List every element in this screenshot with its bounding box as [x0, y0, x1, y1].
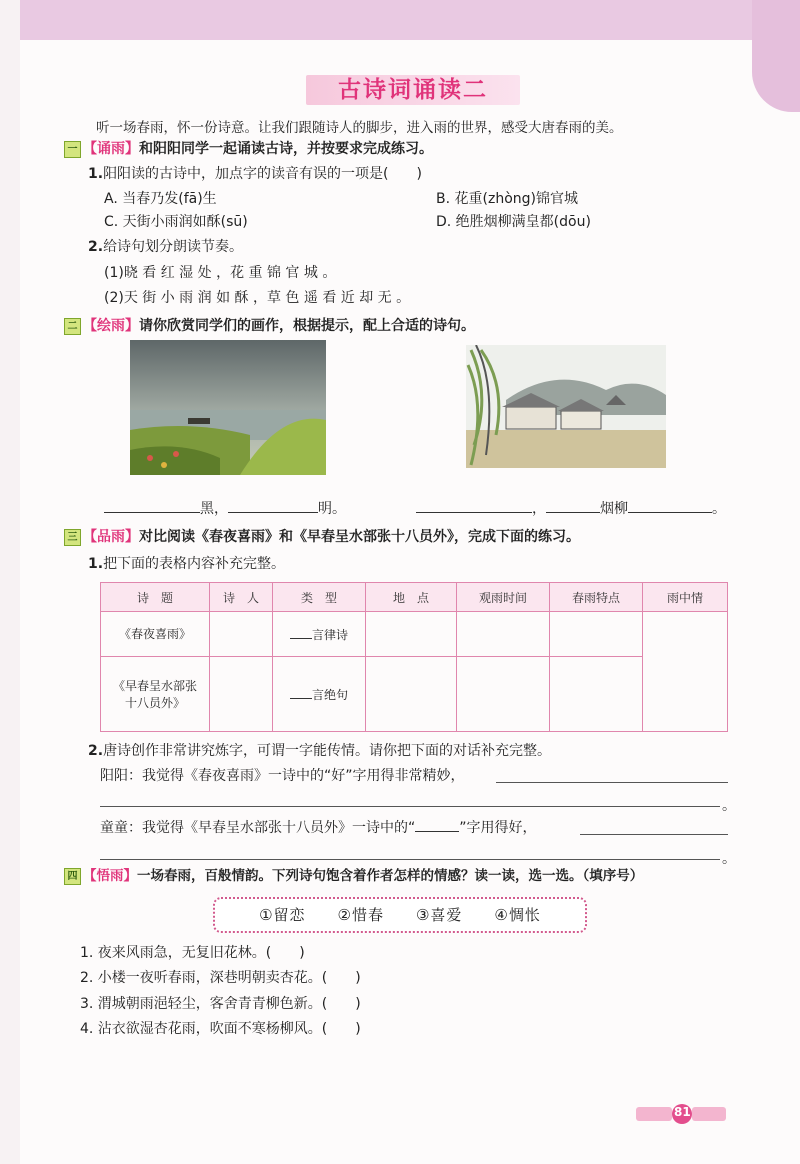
section1-heading — [64, 138, 433, 158]
page-number-badge — [636, 1104, 726, 1124]
s1-q1 — [88, 163, 422, 183]
s1-q1-option-a: A. 当春乃发(fā)生 — [104, 191, 217, 207]
table-title-line: 《早春呈水部张 — [112, 678, 197, 693]
s4-item: 2. 小楼一夜听春雨，深巷明朝卖杏花。( ) — [80, 970, 361, 986]
table-cell-type — [273, 612, 366, 657]
table-cell-input[interactable] — [550, 612, 643, 657]
section3-heading — [64, 526, 580, 546]
s2-right-a: ， — [532, 501, 546, 517]
s1-q2-line1: (1)晓 看 红 湿 处 ，花 重 锦 官 城 。 — [104, 265, 337, 281]
s1-q1-option-c: C. 天街小雨润如酥(sū) — [104, 214, 248, 230]
fill-blank[interactable] — [104, 498, 200, 513]
section1-text: 和阳阳同学一起诵读古诗，并按要求完成练习。 — [139, 141, 433, 157]
section4-heading — [64, 864, 643, 885]
options-box: ①留恋 ②惜春 ③喜爱 ④惆怅 — [213, 897, 587, 933]
top-band — [20, 0, 800, 40]
s1-q1-text: 阳阳读的古诗中，加点字的读音有误的一项是( ) — [103, 166, 422, 182]
s2-left-b: 明。 — [318, 501, 346, 517]
s3-q1-text: 把下面的表格内容补充完整。 — [103, 556, 286, 572]
fill-blank[interactable] — [416, 498, 532, 513]
s4-item: 3. 渭城朝雨浥轻尘，客舍青青柳色新。( ) — [80, 996, 361, 1012]
fill-blank[interactable] — [546, 498, 600, 513]
table-header: 观雨时间 — [457, 583, 550, 612]
s3-q2-yang: 阳阳：我觉得《春夜喜雨》一诗中的“好”字用得非常精妙， — [100, 768, 465, 784]
table-cell-input[interactable] — [457, 656, 550, 731]
s1-q1-option-b: B. 花重(zhòng)锦官城 — [436, 191, 578, 207]
s2-left-a: 黑， — [200, 501, 228, 517]
corner-decoration — [752, 0, 800, 112]
fill-blank[interactable] — [290, 624, 312, 639]
table-cell-input[interactable] — [457, 612, 550, 657]
painting-village-willow — [466, 345, 666, 468]
table-cell-title: 《春夜喜雨》 — [101, 612, 210, 657]
table-row — [101, 656, 728, 731]
page-number: 81 — [674, 1105, 691, 1119]
s3-q2-num: 2. — [88, 743, 104, 759]
table-cell-input[interactable] — [643, 612, 728, 732]
table-cell-type — [273, 656, 366, 731]
section2-tag: 【绘雨】 — [83, 318, 139, 334]
answer-line[interactable] — [580, 834, 728, 835]
answer-line[interactable] — [496, 782, 728, 783]
table-type-text: 言律诗 — [311, 628, 348, 643]
table-cell-input[interactable] — [366, 656, 457, 731]
comparison-table — [100, 582, 728, 732]
s3-q2-tong — [100, 817, 537, 837]
table-title-line: 十八员外》 — [124, 695, 185, 710]
s3-q2-tong-a: 童童：我觉得《早春呈水部张十八员外》一诗中的“ — [100, 820, 416, 836]
section1-tag: 【诵雨】 — [83, 141, 139, 157]
fill-blank[interactable] — [228, 498, 318, 513]
section4-number: 四 — [64, 868, 81, 885]
s1-q2-text: 给诗句划分朗读节奏。 — [103, 239, 244, 255]
table-header: 诗 题 — [101, 583, 210, 612]
table-header: 地 点 — [366, 583, 457, 612]
fill-blank[interactable] — [415, 817, 459, 832]
s3-q2-text: 唐诗创作非常讲究炼字，可谓一字能传情。请你把下面的对话补充完整。 — [103, 743, 552, 759]
s4-item: 1. 夜来风雨急，无复旧花林。( ) — [80, 945, 305, 961]
s3-q1 — [88, 553, 285, 573]
s3-q1-num: 1. — [88, 556, 104, 572]
table-header: 春雨特点 — [550, 583, 643, 612]
section2-text: 请你欣赏同学们的画作，根据提示，配上合适的诗句。 — [139, 318, 475, 334]
section2-number: 二 — [64, 318, 81, 335]
fill-blank[interactable] — [290, 684, 312, 699]
s1-q1-num: 1. — [88, 166, 104, 182]
table-cell-input[interactable] — [210, 612, 273, 657]
s1-q2 — [88, 236, 243, 256]
section2-heading — [64, 315, 475, 335]
table-header: 类 型 — [273, 583, 366, 612]
table-header-row — [101, 583, 728, 612]
table-row — [101, 612, 728, 657]
answer-line[interactable] — [100, 806, 720, 807]
section3-tag: 【品雨】 — [83, 529, 139, 545]
table-header: 诗 人 — [210, 583, 273, 612]
s3-q2-end-1: 。 — [722, 798, 736, 814]
table-type-text: 言绝句 — [311, 688, 348, 703]
s3-q2 — [88, 740, 551, 760]
painting-river-boat — [130, 340, 326, 475]
table-cell-input[interactable] — [366, 612, 457, 657]
section1-number: 一 — [64, 141, 81, 158]
table-header: 雨中情 — [643, 583, 728, 612]
table-cell-input[interactable] — [210, 656, 273, 731]
s1-q2-num: 2. — [88, 239, 104, 255]
s1-q1-option-d: D. 绝胜烟柳满皇都(dōu) — [436, 214, 591, 230]
s1-q2-line2: (2)天 街 小 雨 润 如 酥 ，草 色 遥 看 近 却 无 。 — [104, 290, 411, 306]
table-cell-input[interactable] — [550, 656, 643, 731]
section4-text: 一场春雨，百般情韵。下列诗句饱含着作者怎样的情感？读一读，选一选。（填序号） — [137, 868, 644, 884]
page-edge — [0, 0, 20, 1164]
page-title: 古诗词诵读二 — [306, 75, 520, 105]
s3-q2-tong-b: ”字用得好， — [459, 820, 537, 836]
section4-tag: 【悟雨】 — [83, 868, 137, 884]
s3-q2-end-2: 。 — [722, 851, 736, 867]
table-cell-title — [101, 656, 210, 731]
s2-blank-right — [416, 498, 726, 518]
answer-line[interactable] — [100, 859, 720, 860]
section3-text: 对比阅读《春夜喜雨》和《早春呈水部张十八员外》，完成下面的练习。 — [139, 529, 580, 545]
section3-number: 三 — [64, 529, 81, 546]
s2-blank-left — [104, 498, 346, 518]
fill-blank[interactable] — [628, 498, 712, 513]
intro-text: 听一场春雨，怀一份诗意。让我们跟随诗人的脚步，进入雨的世界，感受大唐春雨的美。 — [96, 120, 623, 136]
s2-right-end: 。 — [712, 501, 726, 517]
s2-right-b: 烟柳 — [600, 501, 628, 517]
s4-item: 4. 沾衣欲湿杏花雨，吹面不寒杨柳风。( ) — [80, 1021, 361, 1037]
